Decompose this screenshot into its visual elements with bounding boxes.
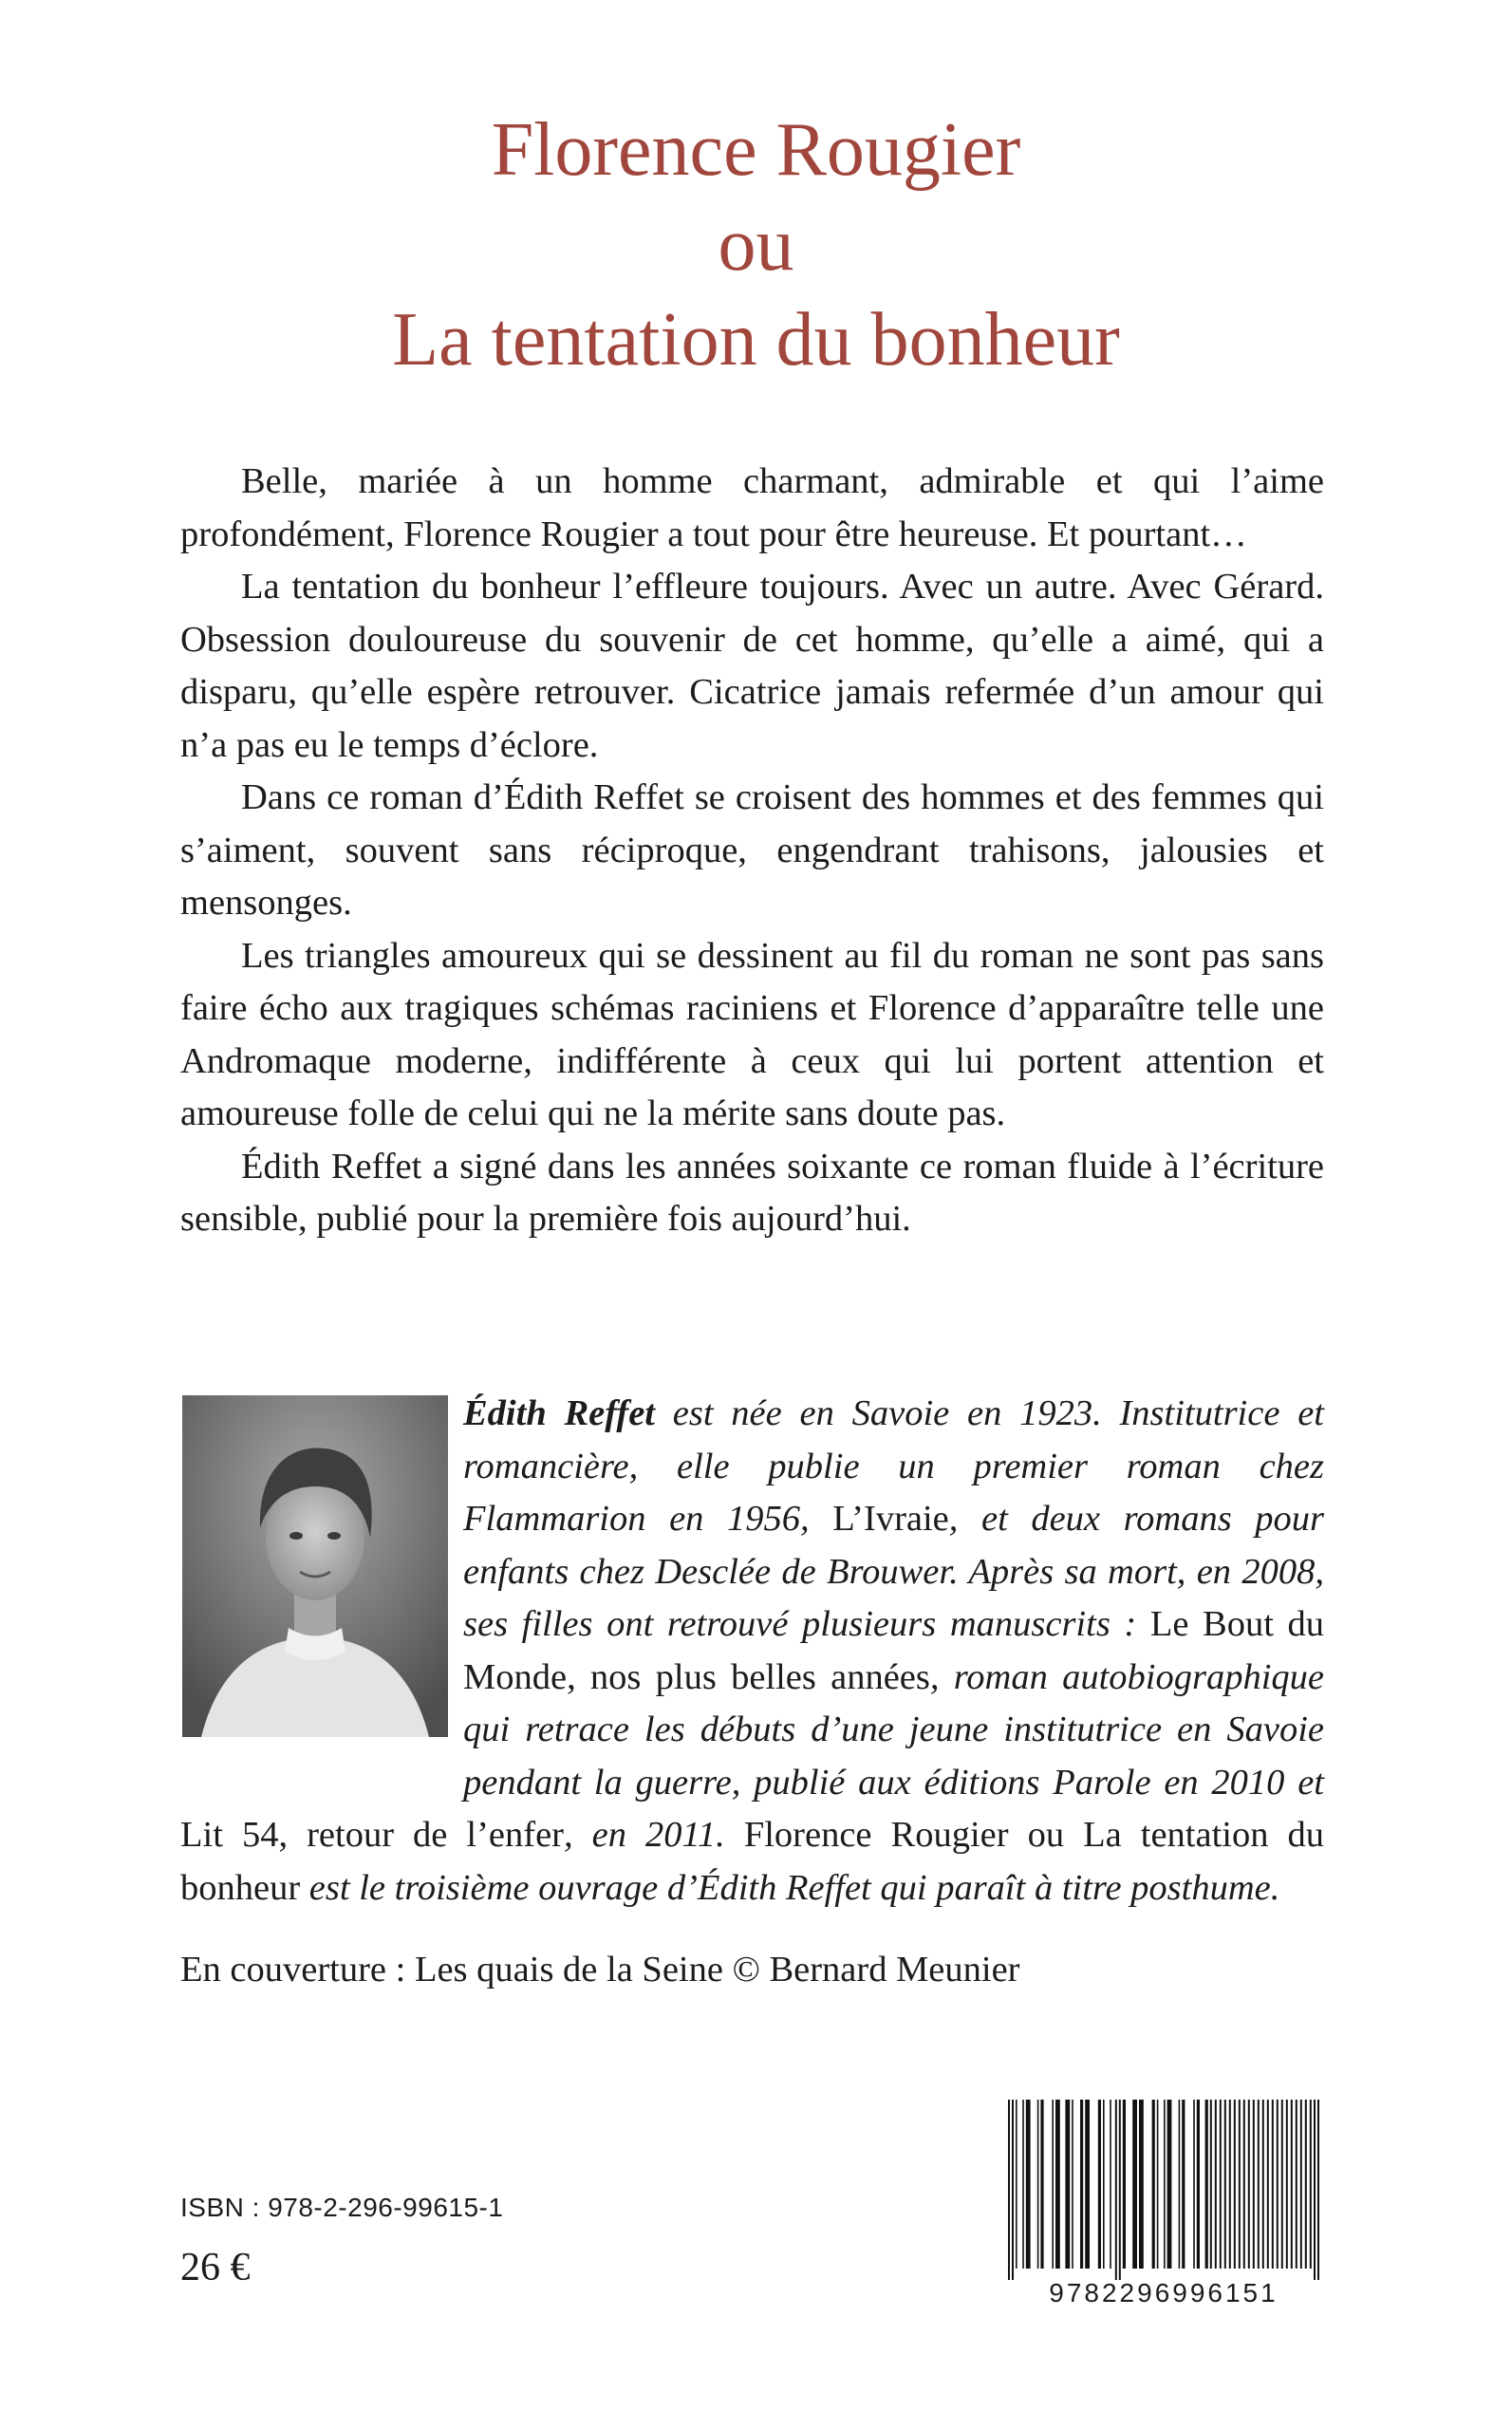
book-title-line-2: ou — [718, 203, 794, 287]
bio-text-1: est née en Savoie en 1923. Institutrice et romancière, elle publie un premier roman chez Flammarion en 1956, — [463, 1393, 1324, 1539]
blurb-paragraph-1: Belle, mariée à un homme charmant, admirable et qui l’aime profondément, Florence Rougier a tout pour être heureuse. Et pourtant… — [180, 461, 1324, 554]
book-title-line-3: La tentation du bonheur — [392, 298, 1120, 382]
blurb-paragraph-2: La tentation du bonheur l’effleure toujours. Avec un autre. Avec Gérard. Obsession douloureuse du souvenir de cet homme, qu’elle a aimé, qui a disparu, qu’elle espère retrouver. Cicatrice jamais refermée d’un amour qui n’a pas eu le temps d’éclore. — [180, 567, 1324, 765]
cover-credit: En couverture : Les quais de la Seine © Bernard Meunier — [180, 1950, 1020, 1990]
bio-text-2: , et deux romans pour enfants chez Desclée de Brouwer. Après sa mort, en 2008, ses filles ont retrouvé plusieurs manuscrits : — [463, 1499, 1324, 1644]
bio-text-4: , en 2011. — [564, 1815, 744, 1855]
bio-text-5: est le troisième ouvrage d’Édith Reffet qui paraît à titre posthume. — [300, 1867, 1280, 1908]
barcode — [1004, 2100, 1323, 2299]
bio-book-1: L’Ivraie — [832, 1499, 949, 1539]
bio-book-3: Lit 54, retour de l’enfer — [180, 1815, 564, 1855]
book-title-line-1: Florence Rougier — [491, 108, 1021, 192]
author-bio — [180, 1388, 1324, 1915]
price: 26 € — [180, 2246, 251, 2289]
blurb — [180, 456, 1324, 1246]
bio-book-4: Florence Rougier ou La tentation du bonheur — [180, 1815, 1325, 1908]
barcode-digits: 9782296996151 — [1049, 2278, 1279, 2307]
blurb-paragraph-5: Édith Reffet a signé dans les années soixante ce roman fluide à l’écriture sensible, publié pour la première fois aujourd’hui. — [180, 1146, 1324, 1239]
bio-book-2: Le Bout du Monde, nos plus belles années — [463, 1604, 1324, 1697]
bio-author-name: Édith Reffet — [463, 1393, 655, 1433]
blurb-paragraph-4: Les triangles amoureux qui se dessinent au fil du roman ne sont pas sans faire écho aux tragiques schémas raciniens et Florence d’apparaître telle une Andromaque moderne, indifférente à ceux qui lui portent attention et amoureuse folle de celui qui ne la mérite sans doute pas. — [180, 935, 1324, 1133]
bio-text-3: , roman autobiographique qui retrace les débuts d’une jeune institutrice en Savoie pendant la guerre, publié aux éditions Parole en 2010 et — [463, 1656, 1324, 1803]
blurb-paragraph-3: Dans ce roman d’Édith Reffet se croisent des hommes et des femmes qui s’aiment, souvent sans réciproque, engendrant trahisons, jalousies et mensonges. — [180, 777, 1324, 923]
isbn: ISBN : 978-2-296-99615-1 — [180, 2193, 504, 2222]
